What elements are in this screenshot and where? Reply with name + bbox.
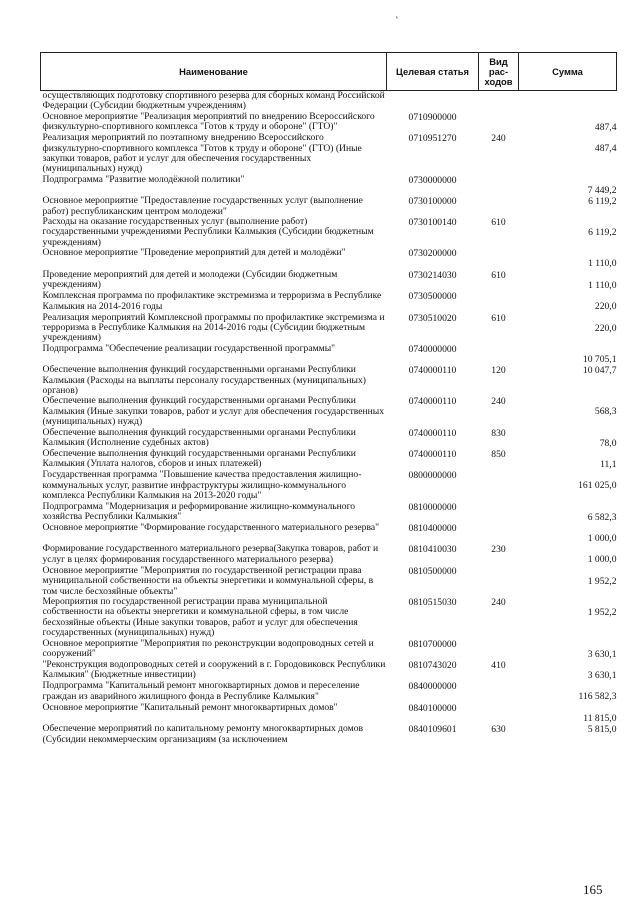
row-sum: 10 047,7 xyxy=(582,365,617,377)
table-row xyxy=(41,566,617,597)
row-sum: 568,3 xyxy=(594,406,617,418)
header-sum: Сумма xyxy=(519,53,617,91)
row-sum: 6 119,2 xyxy=(588,227,617,239)
row-vid: 610 xyxy=(491,217,506,229)
table-row xyxy=(41,270,617,291)
row-vid xyxy=(479,248,519,269)
row-vid xyxy=(479,196,519,217)
row-sum: 1 110,0 xyxy=(588,258,617,270)
row-vid xyxy=(479,344,519,365)
row-vid: 240 xyxy=(491,396,506,408)
header-code: Целевая статья xyxy=(387,53,479,91)
row-vid: 120 xyxy=(491,365,506,377)
row-sum: 10 705,1 xyxy=(582,353,617,365)
row-vid: 610 xyxy=(491,269,506,281)
row-name: Подпрограмма "Развитие молодёжной политики" xyxy=(42,173,245,185)
row-name: Обеспечение выполнения функций государственными органами Республики Калмыкия (Иные закупки товаров, работ и услуг для обеспечения государственных (муниципальных) нужд) xyxy=(42,395,385,428)
row-code: 0800000000 xyxy=(408,470,457,482)
table-row xyxy=(41,396,617,427)
table-row xyxy=(41,523,617,544)
row-code: 0740000110 xyxy=(408,448,457,460)
row-sum: 1 000,0 xyxy=(587,533,617,544)
table-row xyxy=(41,365,617,396)
header-name: Наименование xyxy=(41,53,387,91)
row-vid xyxy=(479,112,519,133)
table-row xyxy=(41,502,617,523)
row-name: Обеспечение выполнения функций государственными органами Республики Калмыкия (Уплата налогов, сборов и иных платежей) xyxy=(42,447,356,470)
row-name: Подпрограмма "Обеспечение реализации государственной программы" xyxy=(42,342,336,354)
row-vid xyxy=(479,703,519,724)
row-name: Подпрограмма "Капитальный ремонт многоквартирных домов и переселение граждан из аварийного жилищного фонда в Республике Калмыкия" xyxy=(42,680,360,702)
row-name: осуществляющих подготовку спортивного резерва для сборных команд Российской Федерации (Субсидии бюджетным учреждениям) xyxy=(42,90,385,112)
row-name: Основное мероприятие "Формирование государственного материального резерва" xyxy=(42,522,380,533)
row-sum: 1 952,2 xyxy=(587,575,617,587)
row-code: 0710951270 xyxy=(408,133,457,145)
row-code: 0810500000 xyxy=(408,565,457,577)
row-sum: 487,4 xyxy=(594,121,617,133)
row-sum: 5 815,0 xyxy=(587,724,617,736)
row-vid xyxy=(479,639,519,660)
row-vid: 850 xyxy=(491,448,506,460)
row-vid xyxy=(479,291,519,312)
table-row xyxy=(41,449,617,470)
budget-table xyxy=(40,52,617,745)
row-vid: 410 xyxy=(491,660,506,672)
row-vid xyxy=(479,523,519,544)
row-name: Обеспечение выполнения функций государственными органами Республики Калмыкия (Исполнение судебных актов) xyxy=(42,426,356,448)
row-code: 0840109601 xyxy=(408,724,457,736)
row-code: 0730000000 xyxy=(408,174,457,186)
row-code: 0810700000 xyxy=(408,638,457,650)
row-code: 0810515030 xyxy=(408,597,457,609)
row-code: 0840000000 xyxy=(408,681,457,693)
page-number: 165 xyxy=(583,882,603,897)
row-name: Основное мероприятие "Капитальный ремонт многоквартирных домов" xyxy=(42,701,338,713)
row-vid: 630 xyxy=(491,724,506,736)
row-sum: 220,0 xyxy=(594,322,617,334)
table-row xyxy=(41,703,617,724)
row-code: 0810000000 xyxy=(408,501,457,513)
row-name: Основное мероприятие "Мероприятия по государственной регистрации права муниципальной собственности на объекты энергетики и коммунальной сферы, в том числе бесхозяйные объекты" xyxy=(42,564,374,597)
header-vid: Вид рас-ходов xyxy=(479,53,519,91)
row-vid xyxy=(479,681,519,702)
row-sum: 7 449,2 xyxy=(587,184,617,196)
document-page xyxy=(40,52,616,745)
row-sum: 487,4 xyxy=(594,143,617,155)
table-row xyxy=(41,639,617,660)
table-row xyxy=(41,544,617,565)
row-name: Проведение мероприятий для детей и молодежи (Субсидии бюджетным учреждениям) xyxy=(42,268,338,291)
table-row xyxy=(41,681,617,702)
row-name: Государственная программа "Повышение качества предоставления жилищно-коммунальных услуг, развитие инфраструктуры жилищно-коммунального комплекса Республики Калмыкия на 2013-2020 годы" xyxy=(42,469,362,502)
table-row xyxy=(41,344,617,365)
row-code: 0810743020 xyxy=(408,660,457,672)
table-row xyxy=(41,248,617,269)
row-sum: 1 110,0 xyxy=(588,279,617,291)
row-code: 0730100140 xyxy=(408,217,457,229)
row-vid xyxy=(479,175,519,196)
row-vid: 240 xyxy=(491,597,506,609)
row-code: 0810400000 xyxy=(408,523,457,534)
row-name: Обеспечение выполнения функций государственными органами Республики Калмыкия (Расходы на выплаты персоналу государственных (муниципальных) органов) xyxy=(42,364,366,396)
row-code: 0730500000 xyxy=(408,291,457,303)
table-row xyxy=(41,291,617,312)
table-row xyxy=(41,196,617,217)
table-row xyxy=(41,175,617,196)
row-vid: 610 xyxy=(491,312,506,324)
row-code: 0730214030 xyxy=(408,269,457,281)
row-vid: 830 xyxy=(491,427,506,439)
row-sum: 1 000,0 xyxy=(587,554,617,566)
row-code: 0730200000 xyxy=(408,248,457,260)
row-name: Формирование государственного материального резерва(Закупка товаров, работ и услуг в целях формирования государственного материального резерва) xyxy=(42,543,379,565)
table-body xyxy=(41,91,617,746)
row-sum: 3 630,1 xyxy=(587,670,617,682)
row-code: 0730510020 xyxy=(408,312,457,324)
row-vid xyxy=(479,91,519,112)
row-sum: 6 119,2 xyxy=(588,196,617,208)
row-sum: 11 815,0 xyxy=(583,712,617,724)
row-name: Основное мероприятие "Мероприятия по реконструкции водопроводных сетей и сооружений" xyxy=(42,637,374,660)
table-header xyxy=(41,53,617,91)
table-row xyxy=(41,597,617,639)
row-vid xyxy=(479,470,519,501)
table-row xyxy=(41,112,617,133)
table-row xyxy=(41,724,617,745)
table-row xyxy=(41,428,617,449)
row-name: "Реконструкция водопроводных сетей и сооружений в г. Городовиковск Республики Калмыкия" (Бюджетные инвестиции) xyxy=(42,659,386,681)
row-sum: 161 025,0 xyxy=(578,480,617,492)
row-name: Реализация мероприятий Комплексной программы по профилактике экстремизма и терроризма в Республике Калмыкия на 2014-2016 годы (Субсидии бюджетным учреждениям) xyxy=(42,311,385,344)
row-vid: 240 xyxy=(491,133,506,145)
stray-scan-mark: ‘ xyxy=(394,13,401,25)
row-code: 0710900000 xyxy=(408,111,457,123)
table-row xyxy=(41,217,617,248)
table-row xyxy=(41,133,617,175)
table-row xyxy=(41,313,617,344)
row-vid: 230 xyxy=(491,544,506,556)
row-name: Мероприятия по государственной регистрации права муниципальной собственности на объекты энергетики и коммунальной сферы, в том числе бесхозяйные объекты (Иные закупки товаров, работ и услуг для обеспечения государственных (муниципальных) нужд) xyxy=(42,596,358,639)
row-code: 0840100000 xyxy=(408,702,457,714)
table-row xyxy=(41,470,617,501)
row-name: Основное мероприятие "Предоставление государственных услуг (выполнение работ) республиканским центром молодежи" xyxy=(42,195,363,217)
row-name: Расходы на оказание государственных услуг (выполнение работ) государственными учреждениями Республики Калмыкия (Субсидии бюджетным учреждениям) xyxy=(42,216,374,248)
row-name: Основное мероприятие "Проведение мероприятий для детей и молодёжи" xyxy=(42,247,346,259)
row-name: Обеспечение мероприятий по капитальному ремонту многоквартирных домов (Субсидии некоммерческим организациям (за исключением xyxy=(42,723,364,745)
row-code: 0740000110 xyxy=(408,396,457,408)
row-code: 0730100000 xyxy=(408,196,457,208)
table-row xyxy=(41,660,617,681)
row-code xyxy=(387,91,479,112)
row-sum: 3 630,1 xyxy=(587,648,617,660)
row-sum: 6 582,3 xyxy=(587,511,617,523)
row-name: Подпрограмма "Модернизация и реформирование жилищно-коммунального хозяйства Республики Калмыкия" xyxy=(42,500,356,522)
row-code: 0740000110 xyxy=(408,365,457,377)
row-name: Комплексная программа по профилактике экстремизма и терроризма в Республике Калмыкия на 2014-2016 годы xyxy=(42,290,382,312)
row-name: Основное мероприятие "Реализация мероприятий по внедрению Всероссийского физкультурно-спортивного комплекса "Готов к труду и обороне" (ГТО)" xyxy=(42,110,375,133)
row-sum xyxy=(519,91,617,112)
row-vid xyxy=(479,502,519,523)
row-sum: 1 952,2 xyxy=(587,607,617,619)
row-sum: 11,1 xyxy=(600,458,617,470)
row-code: 0810410030 xyxy=(408,544,457,556)
row-code: 0740000110 xyxy=(408,427,457,439)
row-sum: 220,0 xyxy=(594,301,617,313)
row-code: 0740000000 xyxy=(408,343,457,355)
row-vid xyxy=(479,566,519,597)
row-sum: 116 582,3 xyxy=(578,691,617,703)
table-row xyxy=(41,91,617,112)
row-name: Реализация мероприятий по поэтапному внедрению Всероссийского физкультурно-спортивного комплекса "Готов к труду и обороне" (ГТО) (Иные закупки товаров, работ и услуг для обеспечения государственных (муниципальных) нужд) xyxy=(42,132,362,175)
row-sum: 78,0 xyxy=(599,437,617,449)
